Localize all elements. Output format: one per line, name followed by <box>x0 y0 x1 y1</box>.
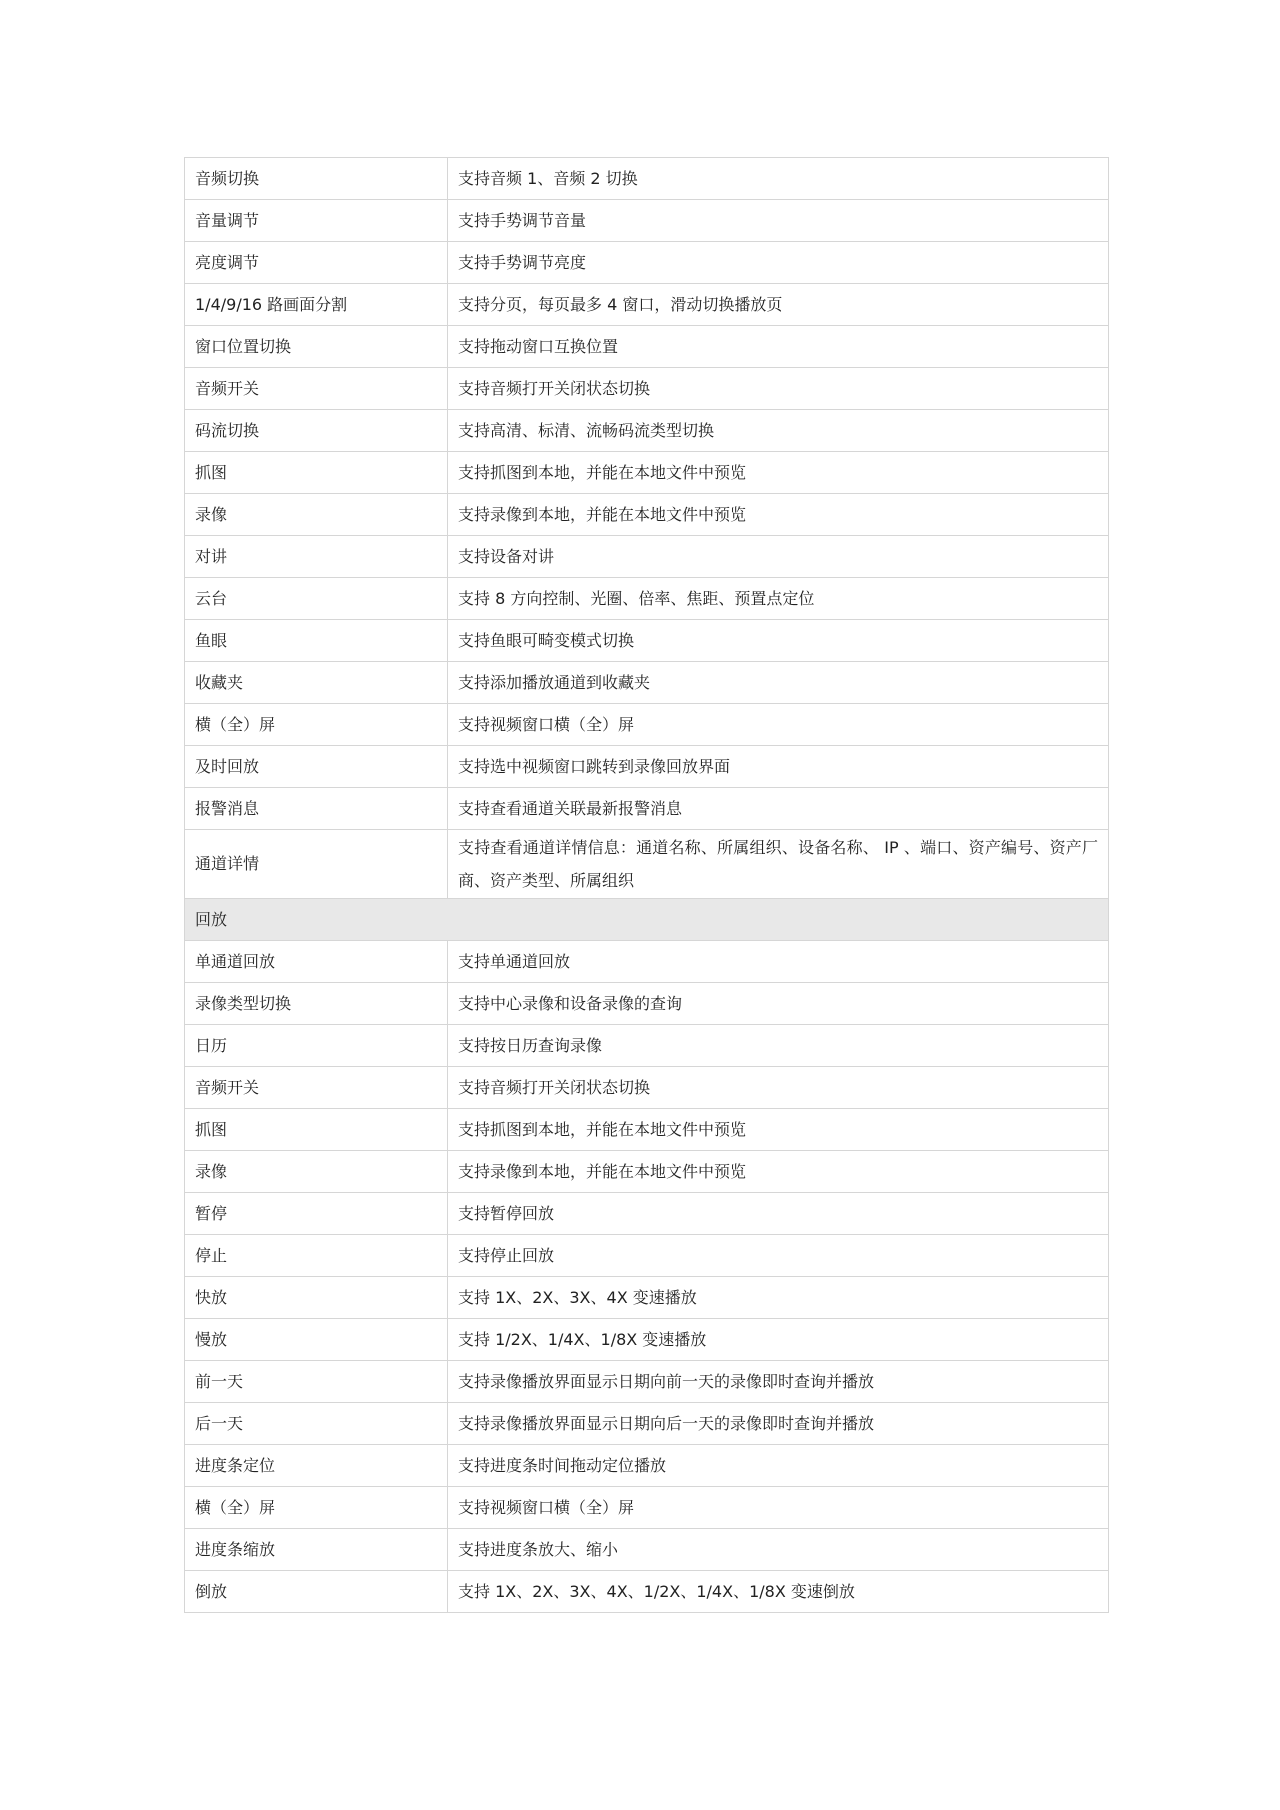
table-row <box>185 410 1109 452</box>
feature-description-cell: 支持音频 1、音频 2 切换 <box>448 158 1109 200</box>
feature-description-cell: 支持单通道回放 <box>448 941 1109 983</box>
table-row <box>185 1109 1109 1151</box>
feature-description-cell: 支持查看通道关联最新报警消息 <box>448 788 1109 830</box>
table-row <box>185 326 1109 368</box>
feature-name-cell: 录像类型切换 <box>185 983 448 1025</box>
table-row <box>185 1403 1109 1445</box>
feature-description-cell: 支持分页，每页最多 4 窗口，滑动切换播放页 <box>448 284 1109 326</box>
feature-spec-table <box>184 157 1109 1613</box>
table-row <box>185 1361 1109 1403</box>
table-row <box>185 1235 1109 1277</box>
feature-name-cell: 报警消息 <box>185 788 448 830</box>
table-row <box>185 1445 1109 1487</box>
table-row <box>185 158 1109 200</box>
table-row <box>185 1193 1109 1235</box>
table-row <box>185 788 1109 830</box>
feature-description-cell: 支持视频窗口横（全）屏 <box>448 1487 1109 1529</box>
table-row <box>185 704 1109 746</box>
feature-description-cell: 支持录像到本地，并能在本地文件中预览 <box>448 1151 1109 1193</box>
feature-name-cell: 音频开关 <box>185 1067 448 1109</box>
table-row <box>185 1151 1109 1193</box>
feature-name-cell: 音频开关 <box>185 368 448 410</box>
feature-name-cell: 慢放 <box>185 1319 448 1361</box>
feature-description-cell: 支持手势调节音量 <box>448 200 1109 242</box>
feature-description-cell: 支持录像播放界面显示日期向后一天的录像即时查询并播放 <box>448 1403 1109 1445</box>
feature-description-cell: 支持抓图到本地，并能在本地文件中预览 <box>448 1109 1109 1151</box>
feature-name-cell: 后一天 <box>185 1403 448 1445</box>
feature-name-cell: 进度条定位 <box>185 1445 448 1487</box>
feature-description-cell: 支持音频打开关闭状态切换 <box>448 368 1109 410</box>
feature-name-cell: 停止 <box>185 1235 448 1277</box>
table-row <box>185 452 1109 494</box>
feature-description-cell: 支持选中视频窗口跳转到录像回放界面 <box>448 746 1109 788</box>
feature-description-cell: 支持录像播放界面显示日期向前一天的录像即时查询并播放 <box>448 1361 1109 1403</box>
table-row <box>185 494 1109 536</box>
table-row <box>185 368 1109 410</box>
feature-description-cell: 支持音频打开关闭状态切换 <box>448 1067 1109 1109</box>
feature-name-cell: 云台 <box>185 578 448 620</box>
section-title-playback: 回放 <box>185 899 1109 941</box>
table-row <box>185 1571 1109 1613</box>
feature-name-cell: 横（全）屏 <box>185 1487 448 1529</box>
table-row <box>185 200 1109 242</box>
feature-name-cell: 音量调节 <box>185 200 448 242</box>
feature-name-cell: 及时回放 <box>185 746 448 788</box>
table-row <box>185 1025 1109 1067</box>
feature-description-cell: 支持高清、标清、流畅码流类型切换 <box>448 410 1109 452</box>
feature-description-cell: 支持视频窗口横（全）屏 <box>448 704 1109 746</box>
table-row <box>185 536 1109 578</box>
table-row <box>185 1319 1109 1361</box>
feature-name-cell: 1/4/9/16 路画面分割 <box>185 284 448 326</box>
feature-description-cell: 支持进度条时间拖动定位播放 <box>448 1445 1109 1487</box>
feature-description-cell: 支持 1X、2X、3X、4X 变速播放 <box>448 1277 1109 1319</box>
table-row <box>185 983 1109 1025</box>
table-row <box>185 1529 1109 1571</box>
feature-name-cell: 通道详情 <box>185 830 448 899</box>
feature-description-cell: 支持按日历查询录像 <box>448 1025 1109 1067</box>
feature-name-cell: 对讲 <box>185 536 448 578</box>
feature-description-cell: 支持 1/2X、1/4X、1/8X 变速播放 <box>448 1319 1109 1361</box>
feature-name-cell: 快放 <box>185 1277 448 1319</box>
feature-description-cell: 支持添加播放通道到收藏夹 <box>448 662 1109 704</box>
feature-description-cell: 支持进度条放大、缩小 <box>448 1529 1109 1571</box>
feature-description-cell: 支持查看通道详情信息：通道名称、所属组织、设备名称、 IP 、端口、资产编号、资产厂商、资产类型、所属组织 <box>448 830 1109 899</box>
feature-name-cell: 亮度调节 <box>185 242 448 284</box>
feature-name-cell: 单通道回放 <box>185 941 448 983</box>
feature-name-cell: 录像 <box>185 494 448 536</box>
feature-description-cell: 支持 1X、2X、3X、4X、1/2X、1/4X、1/8X 变速倒放 <box>448 1571 1109 1613</box>
table-row <box>185 662 1109 704</box>
feature-name-cell: 音频切换 <box>185 158 448 200</box>
feature-description-cell: 支持中心录像和设备录像的查询 <box>448 983 1109 1025</box>
feature-name-cell: 录像 <box>185 1151 448 1193</box>
feature-name-cell: 前一天 <box>185 1361 448 1403</box>
feature-name-cell: 码流切换 <box>185 410 448 452</box>
table-row <box>185 284 1109 326</box>
table-row <box>185 746 1109 788</box>
table-row <box>185 1277 1109 1319</box>
feature-description-cell: 支持录像到本地，并能在本地文件中预览 <box>448 494 1109 536</box>
feature-description-cell: 支持设备对讲 <box>448 536 1109 578</box>
feature-name-cell: 鱼眼 <box>185 620 448 662</box>
feature-name-cell: 抓图 <box>185 1109 448 1151</box>
feature-name-cell: 收藏夹 <box>185 662 448 704</box>
feature-description-cell: 支持停止回放 <box>448 1235 1109 1277</box>
table-row <box>185 830 1109 899</box>
feature-name-cell: 倒放 <box>185 1571 448 1613</box>
feature-description-cell: 支持抓图到本地，并能在本地文件中预览 <box>448 452 1109 494</box>
feature-description-cell: 支持拖动窗口互换位置 <box>448 326 1109 368</box>
feature-name-cell: 进度条缩放 <box>185 1529 448 1571</box>
feature-name-cell: 暂停 <box>185 1193 448 1235</box>
table-row <box>185 578 1109 620</box>
feature-description-cell: 支持鱼眼可畸变模式切换 <box>448 620 1109 662</box>
feature-description-cell: 支持手势调节亮度 <box>448 242 1109 284</box>
feature-name-cell: 抓图 <box>185 452 448 494</box>
feature-description-cell: 支持暂停回放 <box>448 1193 1109 1235</box>
table-row <box>185 1067 1109 1109</box>
table-row <box>185 242 1109 284</box>
feature-name-cell: 窗口位置切换 <box>185 326 448 368</box>
section-header-row <box>185 899 1109 941</box>
table-row <box>185 941 1109 983</box>
feature-name-cell: 日历 <box>185 1025 448 1067</box>
feature-name-cell: 横（全）屏 <box>185 704 448 746</box>
feature-description-cell: 支持 8 方向控制、光圈、倍率、焦距、预置点定位 <box>448 578 1109 620</box>
table-row <box>185 1487 1109 1529</box>
table-row <box>185 620 1109 662</box>
